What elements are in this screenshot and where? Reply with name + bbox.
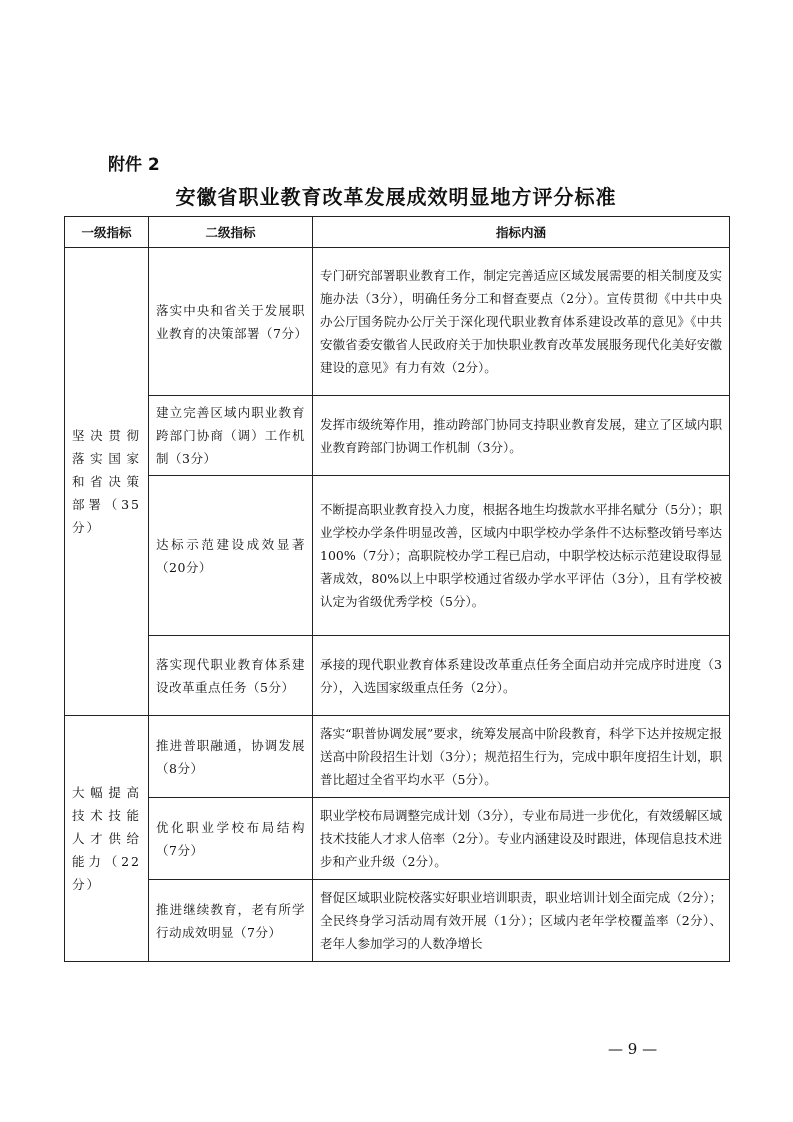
table-row	[65, 396, 730, 476]
header-level2: 二级指标	[149, 217, 313, 248]
indicator-content: 承接的现代职业教育体系建设改革重点任务全面启动并完成序时进度（3分），入选国家级重点任务（2分）。	[313, 636, 730, 716]
attachment-label: 附件 2	[108, 155, 160, 175]
indicator-content: 发挥市级统筹作用，推动跨部门协同支持职业教育发展，建立了区域内职业教育跨部门协调工作机制（3分）。	[313, 396, 730, 476]
indicator-content: 专门研究部署职业教育工作，制定完善适应区域发展需要的相关制度及实施办法（3分），明确任务分工和督查要点（2分）。宣传贯彻《中共中央办公厅国务院办公厅关于深化现代职业教育体系建设改革的意见》《中共安徽省委安徽省人民政府关于加快职业教育改革发展服务现代化美好安徽建设的意见》有力有效（2分）。	[313, 248, 730, 396]
level2-indicator: 落实中央和省关于发展职业教育的决策部署（7分）	[149, 248, 313, 396]
table-row	[65, 248, 730, 396]
table-row	[65, 798, 730, 880]
table-row	[65, 476, 730, 636]
level2-indicator: 落实现代职业教育体系建设改革重点任务（5分）	[149, 636, 313, 716]
level2-indicator: 推进普职融通，协调发展（8分）	[149, 716, 313, 798]
indicator-content: 不断提高职业教育投入力度，根据各地生均拨款水平排名赋分（5分）；职业学校办学条件明显改善，区域内中职学校办学条件不达标整改销号率达 100%（7分）；高职院校办学工程已启动，中职学校达标示范建设取得显著成效，80%以上中职学校通过省级办学水平评估（3分），且有学校被认定为省级优秀学校（5分）。	[313, 476, 730, 636]
document-title: 安徽省职业教育改革发展成效明显地方评分标准	[175, 185, 617, 209]
level2-indicator: 优化职业学校布局结构（7分）	[149, 798, 313, 880]
level1-indicator: 坚决贯彻落实国家和省决策部署（35分）	[65, 248, 149, 716]
level1-indicator: 大幅提高技术技能人才供给能力（22分）	[65, 716, 149, 962]
header-level1: 一级指标	[65, 217, 149, 248]
level2-indicator: 达标示范建设成效显著（20分）	[149, 476, 313, 636]
table-row	[65, 636, 730, 716]
table-header-row	[65, 217, 730, 248]
indicator-content: 职业学校布局调整完成计划（3分），专业布局进一步优化，有效缓解区域技术技能人才求人倍率（2分）。专业内涵建设及时跟进，体现信息技术进步和产业升级（2分）。	[313, 798, 730, 880]
level2-indicator: 推进继续教育，老有所学行动成效明显（7分）	[149, 880, 313, 962]
header-content: 指标内涵	[313, 217, 730, 248]
indicator-content: 落实“职普协调发展”要求，统筹发展高中阶段教育，科学下达并按规定报送高中阶段招生计划（3分）；规范招生行为，完成中职年度招生计划，职普比超过全省平均水平（5分）。	[313, 716, 730, 798]
table-row	[65, 880, 730, 962]
page-number: — 9 —	[608, 1040, 658, 1058]
table-row	[65, 716, 730, 798]
level2-indicator: 建立完善区域内职业教育跨部门协商（调）工作机制（3分）	[149, 396, 313, 476]
scoring-table	[64, 216, 730, 962]
indicator-content: 督促区域职业院校落实好职业培训职责，职业培训计划全面完成（2分）；全民终身学习活动周有效开展（1分）；区域内老年学校覆盖率（2分）、老年人参加学习的人数净增长	[313, 880, 730, 962]
